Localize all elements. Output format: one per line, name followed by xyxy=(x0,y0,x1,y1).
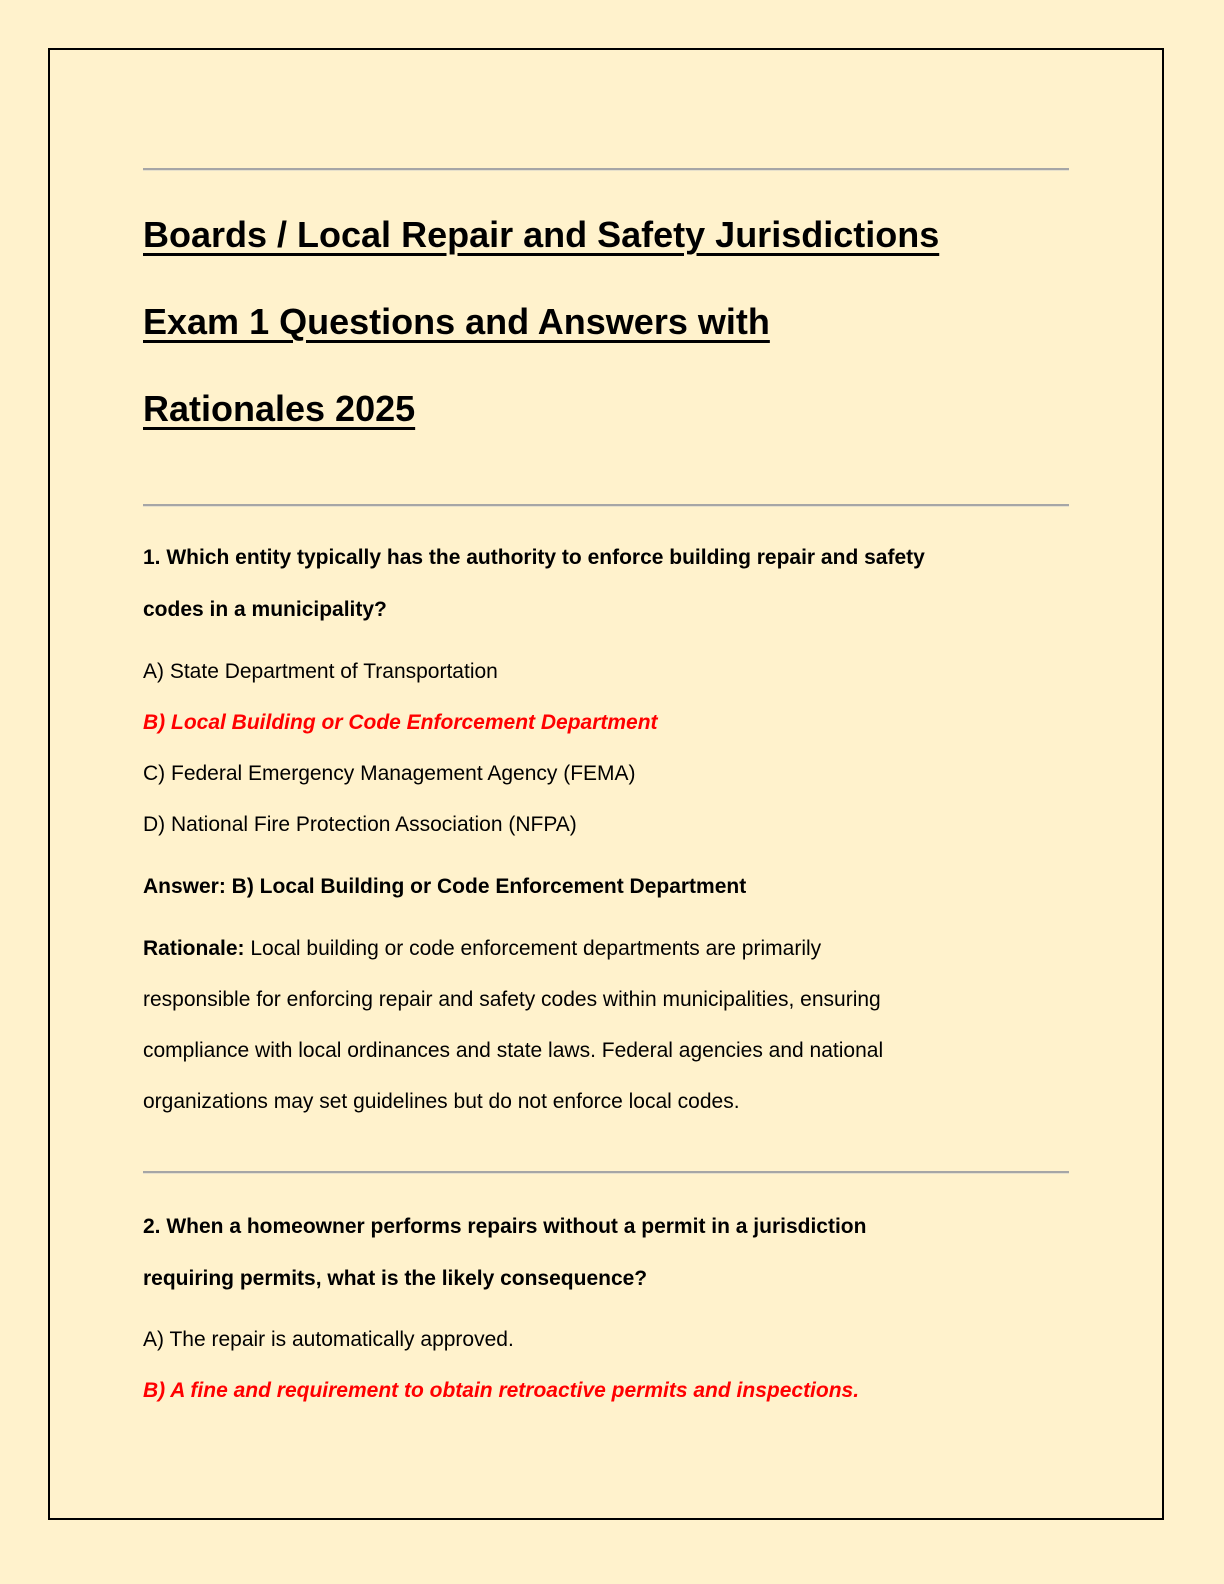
document-title-line-1: Boards / Local Repair and Safety Jurisdictions xyxy=(143,214,940,255)
question-2-option-b-correct: B) A fine and requirement to obtain retroactive permits and inspections. xyxy=(143,1379,860,1402)
question-1-answer: Answer: B) Local Building or Code Enforcement Department xyxy=(143,875,747,898)
rationale-text: Local building or code enforcement departments are primarily xyxy=(244,937,822,960)
question-1-option-a: A) State Department of Transportation xyxy=(143,660,498,683)
question-1-rationale xyxy=(143,936,821,962)
divider xyxy=(143,1171,1069,1174)
document-title-line-3: Rationales 2025 xyxy=(143,388,416,429)
rationale-text: compliance with local ordinances and state laws. Federal agencies and national xyxy=(143,1039,884,1062)
question-1-text: 1. Which entity typically has the authority to enforce building repair and safety xyxy=(143,546,925,569)
divider xyxy=(143,168,1069,171)
question-1-text: codes in a municipality? xyxy=(143,598,387,621)
question-2-text: 2. When a homeowner performs repairs without a permit in a jurisdiction xyxy=(143,1215,867,1238)
question-1-option-c: C) Federal Emergency Management Agency (FEMA) xyxy=(143,762,636,785)
question-1-option-d: D) National Fire Protection Association (NFPA) xyxy=(143,813,577,836)
divider xyxy=(143,504,1069,507)
question-2-text: requiring permits, what is the likely consequence? xyxy=(143,1267,648,1290)
rationale-text: organizations may set guidelines but do not enforce local codes. xyxy=(143,1090,740,1113)
document-title-line-2: Exam 1 Questions and Answers with xyxy=(143,301,770,342)
question-1-option-b-correct: B) Local Building or Code Enforcement Department xyxy=(143,711,658,734)
rationale-label: Rationale: xyxy=(143,937,245,960)
question-2-option-a: A) The repair is automatically approved. xyxy=(143,1328,514,1351)
rationale-text: responsible for enforcing repair and safety codes within municipalities, ensuring xyxy=(143,988,881,1011)
